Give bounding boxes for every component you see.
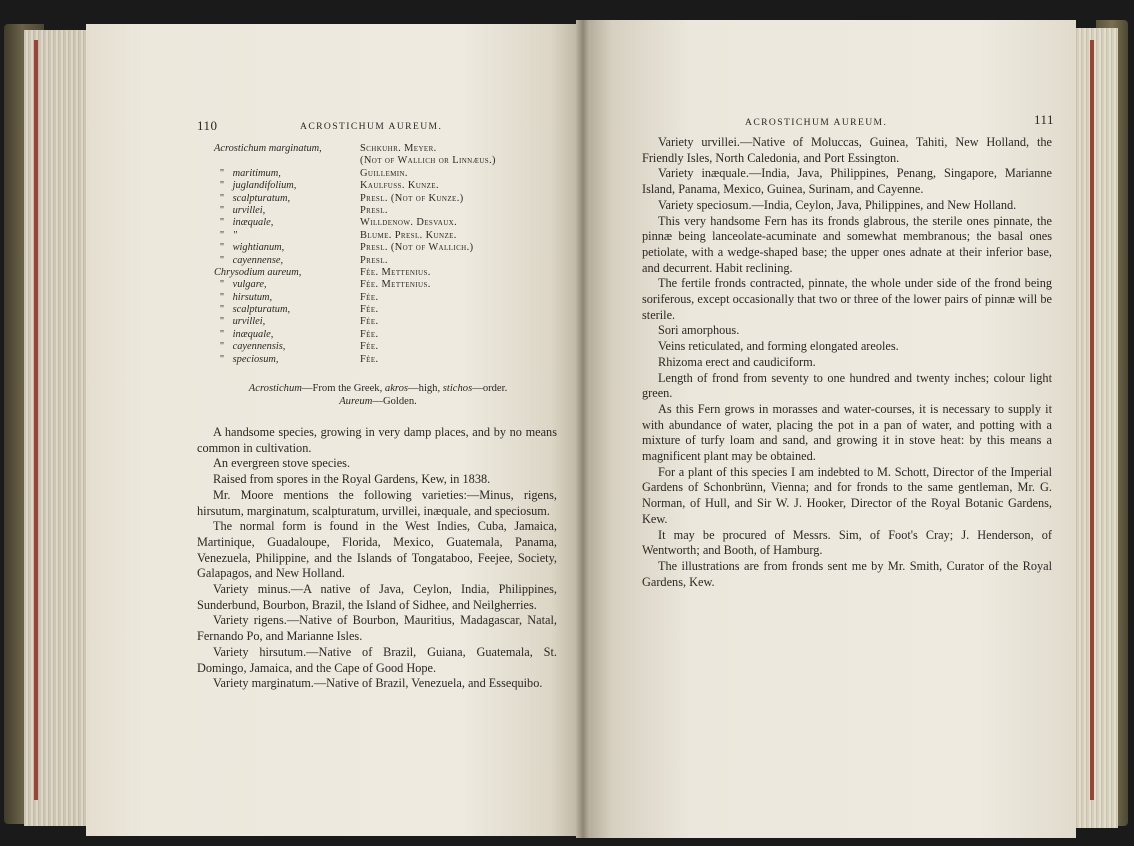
ditto-mark: " [219,254,225,266]
ditto-mark: " [219,204,225,216]
paragraph: This very handsome Fern has its fronds glabrous, the sterile ones pinnate, the pinnæ being lanceolate-acuminate and somewhat membranous; the basal ones petiolate, with a wedge-shaped base; the upper ones adnate at their inferior base, and decurrent. Habit reclining. [642,213,1052,275]
synonym-authority: Fée. Mettenius. [360,279,431,291]
ditto-mark: " [219,242,225,254]
book-gutter [576,20,590,838]
ditto-mark: " [219,192,225,204]
etymology-line: Aureum—Golden. [339,396,417,407]
synonym-name: " inæquale, [214,329,273,340]
synonym-name: " hirsutum, [214,292,272,303]
synonym-name: " urvillei, [214,205,265,216]
left-page-body [197,425,557,692]
page-marker-left [34,40,38,800]
synonym-row [214,341,554,353]
paragraph: Variety rigens.—Native of Bourbon, Mauritius, Madagascar, Natal, Fernando Po, and Marianne Isles. [197,613,557,644]
synonym-row [214,155,554,167]
etymology-line: Acrostichum—From the Greek, akros—high, stichos—order. [248,383,508,394]
paragraph: Variety marginatum.—Native of Brazil, Venezuela, and Essequibo. [213,676,543,691]
synonym-name: " " [214,230,237,241]
paragraph: Variety speciosum.—India, Ceylon, Java, Philippines, and New Holland. [658,197,1017,212]
paragraph: Veins reticulated, and forming elongated areoles. [658,339,899,354]
synonym-row [214,168,554,180]
paragraph: It may be procured of Messrs. Sim, of Foot's Cray; J. Henderson, of Wentworth; and Booth, of Hamburg. [642,527,1052,558]
paragraph: The fertile fronds contracted, pinnate, the whole under side of the frond being soriferous, except occasionally that two or three of the lower pairs of pinnæ will be sterile. [642,276,1052,322]
synonym-row [214,329,554,341]
ditto-mark: " [219,217,225,229]
synonym-row [214,267,554,279]
page-edges-right [1072,28,1118,828]
paragraph: A handsome species, growing in very damp places, and by no means common in cultivation. [197,425,557,455]
paragraph: The normal form is found in the West Indies, Cuba, Jamaica, Martinique, Guadaloupe, Florida, Mexico, Guatemala, Panama, Venezuela, Philippine, and the Islands of Tongataboo, Feejee, Society, Galapagos, and New Holland. [197,519,557,581]
left-running-head: ACROSTICHUM AUREUM. [300,121,443,132]
synonym-authority: Fée. [360,304,379,316]
synonym-row [214,143,554,155]
synonym-authority: Presl. [360,254,388,266]
synonym-authority: (Not of Wallich or Linnæus.) [360,155,496,167]
synonym-list [214,143,554,366]
synonym-row [214,230,554,242]
right-page-number: 111 [1034,112,1055,127]
synonym-name: " cayennense, [214,255,283,266]
synonym-authority: Guillemin. [360,167,408,179]
ditto-mark: " [219,341,225,353]
synonym-authority: Fée. [360,341,379,353]
synonym-row [214,255,554,267]
synonym-row [214,316,554,328]
paragraph: Mr. Moore mentions the following varieties:—Minus, rigens, hirsutum, marginatum, scalpturatum, urvillei, inæquale, and speciosum. [197,487,557,518]
synonym-authority: Blume. Presl. Kunze. [360,229,457,241]
ditto-mark: " [219,229,225,241]
etymology [200,382,556,408]
synonym-name: " vulgare, [214,279,267,290]
ditto-mark: " [219,291,225,303]
synonym-name: Chrysodium aureum, [214,266,302,278]
synonym-row [214,242,554,254]
paragraph: Variety urvillei.—Native of Moluccas, Guinea, Tahiti, New Holland, the Friendly Isles, North Caledonia, and Port Essington. [642,135,1052,165]
synonym-authority: Fée. [360,328,379,340]
synonym-authority: Presl. (Not of Kunze.) [360,192,464,204]
synonym-authority: Fée. Mettenius. [360,266,431,278]
paragraph: The illustrations are from fronds sent me by Mr. Smith, Curator of the Royal Gardens, Kew. [642,558,1052,589]
synonym-row [214,304,554,316]
left-page-number: 110 [197,118,218,133]
paragraph: Variety minus.—A native of Java, Ceylon, India, Philippines, Sunderbund, Bourbon, Brazil, the Island of Sidhee, and Neilgherries. [197,582,557,612]
synonym-name: " scalpturatum, [214,193,290,204]
synonym-row [214,279,554,291]
ditto-mark: " [219,180,225,192]
synonym-name: Acrostichum marginatum, [214,143,322,154]
right-running-head: ACROSTICHUM AUREUM. [745,117,888,128]
paragraph: An evergreen stove species. [213,456,351,471]
paragraph: For a plant of this species I am indebted to M. Schott, Director of the Imperial Gardens of Schonbrünn, Vienna; and for fronds to the same gentleman, Mr. G. Norman, of Hull, and Sir W. J. Hooker, Director of the Royal Botanic Gardens, Kew. [642,464,1052,526]
paragraph: Raised from spores in the Royal Gardens, Kew, in 1838. [213,472,491,487]
synonym-name: " juglandifolium, [214,180,296,191]
synonym-name: " maritimum, [214,168,281,179]
paragraph: As this Fern grows in morasses and water-courses, it is necessary to supply it with abundance of water, placing the pot in a pan of water, and potting with a mixture of turfy loam and sand, and growing it in stove heat: by this means a magnificent plant may be obtained. [642,401,1052,464]
synonym-authority: Fée. [360,291,379,303]
paragraph: Length of frond from seventy to one hundred and twenty inches; colour light green. [642,370,1052,401]
ditto-mark: " [219,279,225,291]
synonym-name: " urvillei, [214,316,265,327]
synonym-name: " wightianum, [214,242,284,253]
synonym-name: " speciosum, [214,354,279,365]
paragraph: Variety hirsutum.—Native of Brazil, Guiana, Guatemala, St. Domingo, Jamaica, and the Cape of Good Hope. [197,644,557,675]
paragraph: Sori amorphous. [658,323,740,338]
synonym-authority: Willdenow. Desvaux. [360,217,458,229]
synonym-authority: Presl. (Not of Wallich.) [360,242,474,254]
synonym-name: " scalpturatum, [214,304,290,315]
paragraph: Rhizoma erect and caudiciform. [658,354,816,369]
synonym-name: " cayennensis, [214,341,285,352]
ditto-mark: " [219,316,225,328]
synonym-authority: Fée. [360,353,379,365]
synonym-row [214,193,554,205]
paragraph: Variety inæquale.—India, Java, Philippines, Penang, Singapore, Marianne Island, Panama, Mexico, Guinea, Surinam, and Cayenne. [642,166,1052,197]
ditto-mark: " [219,328,225,340]
synonym-row [214,180,554,192]
synonym-authority: Presl. [360,204,388,216]
ditto-mark: " [219,167,225,179]
ditto-mark: " [219,353,225,365]
page-marker-right [1090,40,1094,800]
synonym-authority: Kaulfuss. Kunze. [360,180,439,192]
synonym-authority: Fée. [360,316,379,328]
right-page-body [642,135,1052,590]
synonym-row [214,354,554,366]
synonym-name: " inæquale, [214,217,273,228]
synonym-row [214,205,554,217]
synonym-authority: Schkuhr. Meyer. [360,143,437,154]
synonym-row [214,217,554,229]
synonym-row [214,292,554,304]
ditto-mark: " [219,304,225,316]
